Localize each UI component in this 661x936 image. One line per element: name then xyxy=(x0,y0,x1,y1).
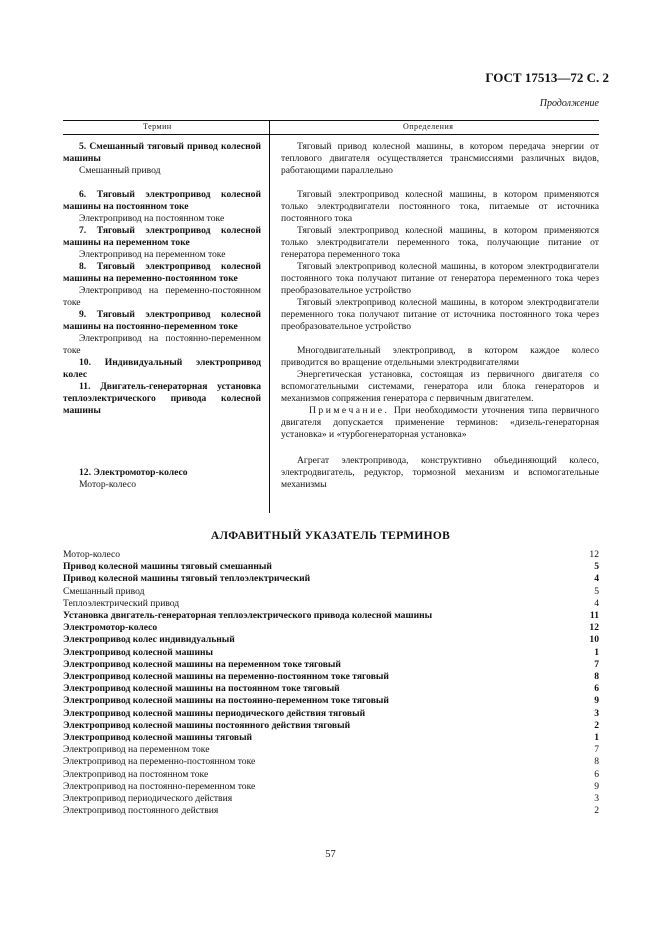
index-number: 1 xyxy=(594,732,599,744)
index-term: Установка двигатель-генераторная теплоэлектрического привода колесной машины xyxy=(63,610,433,622)
index-number: 5 xyxy=(594,561,599,573)
definition-entry xyxy=(281,297,599,345)
index-row xyxy=(63,769,599,781)
term-synonym: Смешанный привод xyxy=(79,165,161,176)
term-synonym: Электропривод на постоянном токе xyxy=(79,213,225,224)
standard-header: ГОСТ 17513—72 С. 2 xyxy=(485,70,609,85)
index-term: Электропривод колесной машины периодического действия тяговый xyxy=(63,707,366,719)
definition-entry xyxy=(281,141,599,189)
index-number: 12 xyxy=(589,622,599,634)
index-row xyxy=(63,598,599,610)
index-term: Электропривод колес индивидуальный xyxy=(63,634,235,646)
definition-entry xyxy=(281,455,599,491)
index-row xyxy=(63,573,599,585)
page-number: 57 xyxy=(325,849,336,860)
index-number: 4 xyxy=(594,597,599,609)
index-row xyxy=(63,708,599,720)
term-name: 12. Электромотор-колесо xyxy=(79,467,188,478)
continuation-label: Продолжение xyxy=(539,98,599,109)
definition-text: Агрегат электропривода, конструктивно объединяющий колесо, электродвигатель, редуктор, тормозной механизм и вспомогательные механизмы xyxy=(281,455,599,490)
table-header-rule xyxy=(63,134,599,135)
index-row xyxy=(63,610,599,622)
note-text: При необходимости уточнения типа первичного двигателя допускается применение терминов: «дизель-генераторная установка» и «турбогенераторная установка» xyxy=(281,405,599,440)
index-term: Электропривод периодического действия xyxy=(63,793,233,805)
index-number: 2 xyxy=(594,805,599,817)
index-term: Электропривод на переменно-постоянном токе xyxy=(63,756,256,768)
term-entry xyxy=(63,261,261,309)
alphabetical-index xyxy=(63,549,599,817)
term-entry xyxy=(63,467,261,491)
index-number: 1 xyxy=(594,646,599,658)
terms-column xyxy=(63,141,261,491)
index-number: 3 xyxy=(594,707,599,719)
index-row xyxy=(63,805,599,817)
index-term: Мотор-колесо xyxy=(63,549,120,560)
column-header-term: Термин xyxy=(143,122,172,131)
term-name: 11. Двигатель-генераторная установка теплоэлектрического привода колесной машины xyxy=(63,381,261,416)
definition-entry xyxy=(281,189,599,225)
index-term: Электропривод колесной машины тяговый xyxy=(63,732,253,744)
term-entry xyxy=(63,357,261,381)
index-number: 4 xyxy=(594,573,599,585)
note-label: Примечание. xyxy=(309,405,390,416)
table-top-rule xyxy=(63,120,599,121)
definition-text: Энергетическая установка, состоящая из первичного двигателя со вспомогательными системами, генератора или блока генераторов и механизмов сопряжения генератора с первичным двигателем. xyxy=(281,369,599,404)
index-number: 12 xyxy=(589,549,599,560)
index-term: Электропривод колесной машины постоянного действия тяговый xyxy=(63,719,351,731)
index-term: Электропривод колесной машины xyxy=(63,646,214,658)
index-row xyxy=(63,744,599,756)
term-name: 9. Тяговый электропривод колесной машины на постоянно-переменном токе xyxy=(63,309,261,332)
index-row xyxy=(63,549,599,561)
index-row xyxy=(63,720,599,732)
term-entry xyxy=(63,189,261,225)
index-number: 9 xyxy=(594,695,599,707)
term-name: 5. Смешанный тяговый привод колесной машины xyxy=(63,141,261,164)
index-row xyxy=(63,732,599,744)
term-synonym: Электропривод на переменном токе xyxy=(79,249,226,260)
definition-text: Тяговый электропривод колесной машины, в котором электродвигатели постоянного тока получают питание от генератора переменного тока через преобразовательное устройство xyxy=(281,261,599,296)
index-term: Электропривод колесной машины на постоянном токе тяговый xyxy=(63,683,340,695)
index-number: 7 xyxy=(594,658,599,670)
definition-entry xyxy=(281,345,599,369)
index-term: Теплоэлектрический привод xyxy=(63,597,180,609)
index-number: 8 xyxy=(594,756,599,768)
index-row xyxy=(63,561,599,573)
index-number: 5 xyxy=(594,585,599,597)
term-entry xyxy=(63,141,261,189)
index-number: 2 xyxy=(594,719,599,731)
index-number: 6 xyxy=(594,683,599,695)
term-synonym: Мотор-колесо xyxy=(79,479,136,490)
term-entry xyxy=(63,381,261,467)
definition-text: Тяговый электропривод колесной машины, в котором электродвигатели переменного тока получают питание от источника постоянного тока через преобразовательное устройство xyxy=(281,297,599,332)
table-column-divider xyxy=(269,120,270,513)
index-row xyxy=(63,647,599,659)
definition-text: Многодвигательный электропривод, в котором каждое колесо приводится во вращение отдельными электродвигателями xyxy=(281,345,599,368)
term-synonym: Электропривод на постоянно-переменном токе xyxy=(63,333,261,356)
index-term: Электропривод колесной машины на постоянно-переменном токе тяговый xyxy=(63,695,389,707)
definition-text: Тяговый электропривод колесной машины, в котором применяются только электродвигатели переменного тока, получающие питание от генератора переменного тока xyxy=(281,225,599,260)
term-entry xyxy=(63,309,261,357)
index-row xyxy=(63,622,599,634)
index-row xyxy=(63,671,599,683)
column-header-definition: Определения xyxy=(403,122,454,131)
index-term: Электропривод на постоянном токе xyxy=(63,768,209,780)
index-number: 6 xyxy=(594,768,599,780)
definition-note xyxy=(281,405,599,441)
definition-entry xyxy=(281,369,599,455)
index-term: Электропривод колесной машины на переменно-постоянном токе тяговый xyxy=(63,671,389,683)
index-number: 11 xyxy=(589,610,599,622)
definition-entry xyxy=(281,225,599,261)
term-name: 10. Индивидуальный электропривод колес xyxy=(63,357,261,380)
index-term: Привод колесной машины тяговый теплоэлектрический xyxy=(63,573,311,585)
index-number: 9 xyxy=(594,780,599,792)
index-term: Привод колесной машины тяговый смешанный xyxy=(63,561,272,573)
term-name: 6. Тяговый электропривод колесной машины на постоянном токе xyxy=(63,189,261,212)
term-name: 8. Тяговый электропривод колесной машины на переменно-постоянном токе xyxy=(63,261,261,284)
term-name: 7. Тяговый электропривод колесной машины на переменном токе xyxy=(63,225,261,248)
index-number: 3 xyxy=(594,793,599,805)
index-row xyxy=(63,634,599,646)
index-row xyxy=(63,756,599,768)
definitions-column xyxy=(281,141,599,491)
terms-table xyxy=(63,120,599,513)
index-term: Смешанный привод xyxy=(63,585,145,597)
index-number: 7 xyxy=(594,744,599,756)
index-row xyxy=(63,793,599,805)
index-row xyxy=(63,586,599,598)
index-term: Электропривод на постоянно-переменном токе xyxy=(63,780,256,792)
index-term: Электропривод постоянного действия xyxy=(63,805,219,817)
index-number: 10 xyxy=(589,634,599,646)
index-term: Электропривод колесной машины на переменном токе тяговый xyxy=(63,658,341,670)
index-term: Электропривод на переменном токе xyxy=(63,744,210,756)
index-title: АЛФАВИТНЫЙ УКАЗАТЕЛЬ ТЕРМИНОВ xyxy=(210,530,451,542)
index-row xyxy=(63,781,599,793)
index-row xyxy=(63,683,599,695)
index-row xyxy=(63,659,599,671)
index-number: 8 xyxy=(594,671,599,683)
term-entry xyxy=(63,225,261,261)
index-term: Электромотор-колесо xyxy=(63,622,158,634)
definition-text: Тяговый привод колесной машины, в котором передача энергии от теплового двигателя осуществляется трансмиссиями различных видов, работающими параллельно xyxy=(281,141,599,176)
definition-text: Тяговый электропривод колесной машины, в котором применяются только электродвигатели постоянного тока, питаемые от источника постоянного тока xyxy=(281,189,599,224)
index-row xyxy=(63,695,599,707)
definition-entry xyxy=(281,261,599,297)
term-synonym: Электропривод на переменно-постоянном токе xyxy=(63,285,261,308)
